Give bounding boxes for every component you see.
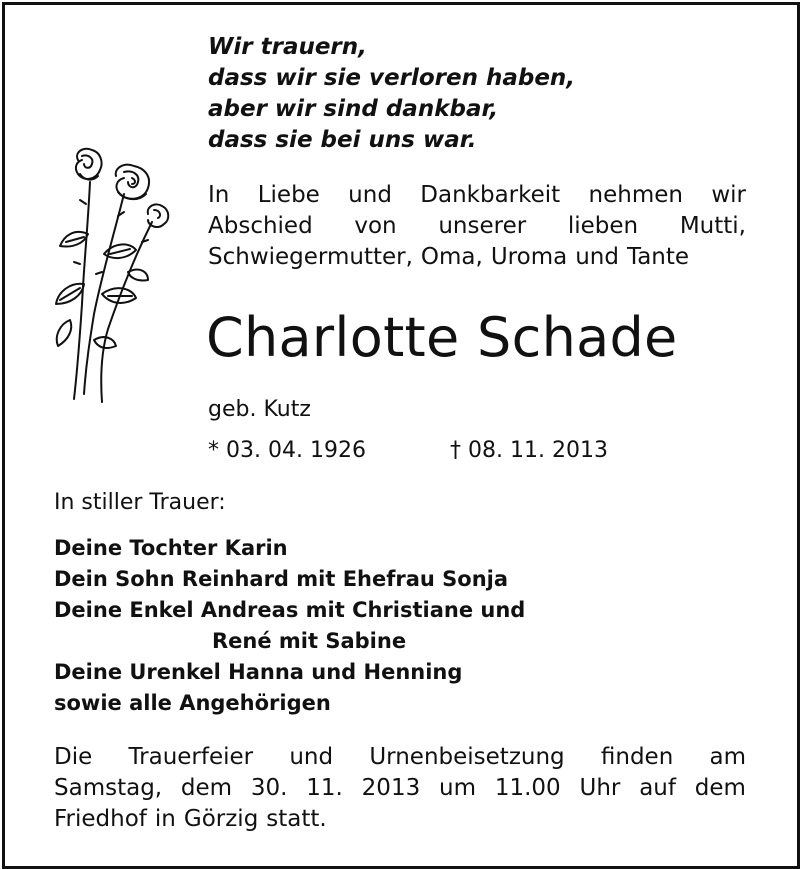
word: 11.00 xyxy=(494,775,561,801)
word: In xyxy=(208,182,230,208)
word: finden xyxy=(600,744,674,770)
word: dem xyxy=(694,775,746,801)
deceased-name: Charlotte Schade xyxy=(206,306,678,369)
word: Tante xyxy=(626,244,690,270)
word: statt. xyxy=(266,806,327,832)
word: Mutti, xyxy=(679,213,746,239)
birth-date: * 03. 04. 1926 xyxy=(208,438,366,463)
closing-line-1 xyxy=(54,742,746,773)
mourner-line: Dein Sohn Reinhard mit Ehefrau Sonja xyxy=(54,567,509,591)
word: 30. xyxy=(250,775,288,801)
word: 11. xyxy=(306,775,343,801)
word: Görzig xyxy=(183,806,259,832)
word: auf xyxy=(639,775,676,801)
word: um xyxy=(439,775,477,801)
funeral-notice xyxy=(54,742,746,835)
word: Samstag, xyxy=(54,775,163,801)
word: Urnenbeisetzung xyxy=(369,744,565,770)
word: Uroma xyxy=(490,244,568,270)
closing-line-3 xyxy=(54,804,746,835)
mourner-line: René mit Sabine xyxy=(212,629,407,653)
word: unserer xyxy=(438,213,527,239)
word: und xyxy=(289,744,334,770)
word: in xyxy=(154,806,176,832)
mourners-list xyxy=(54,533,525,719)
mourners-heading: In stiller Trauer: xyxy=(54,490,226,515)
poem xyxy=(208,32,575,156)
word: 2013 xyxy=(361,775,421,801)
word: Liebe xyxy=(257,182,320,208)
mourner-line: Deine Urenkel Hanna und Henning xyxy=(54,660,463,684)
poem-line: dass wir sie verloren haben, xyxy=(208,65,576,91)
intro-line-3 xyxy=(208,242,746,273)
word: Abschied xyxy=(208,213,313,239)
word: wir xyxy=(711,182,746,208)
word: Uhr xyxy=(579,775,621,801)
intro-line-2 xyxy=(208,211,746,242)
word: Trauerfeier xyxy=(128,744,254,770)
intro-text xyxy=(208,180,746,273)
word: Friedhof xyxy=(54,806,147,832)
word: Dankbarkeit xyxy=(420,182,561,208)
maiden-name: geb. Kutz xyxy=(208,397,311,422)
word: Oma, xyxy=(420,244,483,270)
word: von xyxy=(354,213,397,239)
word: dem xyxy=(180,775,233,801)
word: und xyxy=(575,244,619,270)
word: Schwiegermutter, xyxy=(208,244,413,270)
poem-line: dass sie bei uns war. xyxy=(208,127,477,153)
mourner-line: sowie alle Angehörigen xyxy=(54,691,331,715)
word: am xyxy=(709,744,746,770)
mourner-line: Deine Enkel Andreas mit Christiane und xyxy=(54,598,526,622)
word: Die xyxy=(54,744,93,770)
word: und xyxy=(348,182,392,208)
mourner-line: Deine Tochter Karin xyxy=(54,536,288,560)
roses-illustration-icon xyxy=(44,144,194,404)
closing-line-2 xyxy=(54,773,746,804)
intro-line-1 xyxy=(208,180,746,211)
poem-line: Wir trauern, xyxy=(208,34,367,60)
poem-line: aber wir sind dankbar, xyxy=(208,96,499,122)
word: nehmen xyxy=(588,182,683,208)
word: lieben xyxy=(567,213,639,239)
death-date: † 08. 11. 2013 xyxy=(450,438,608,463)
